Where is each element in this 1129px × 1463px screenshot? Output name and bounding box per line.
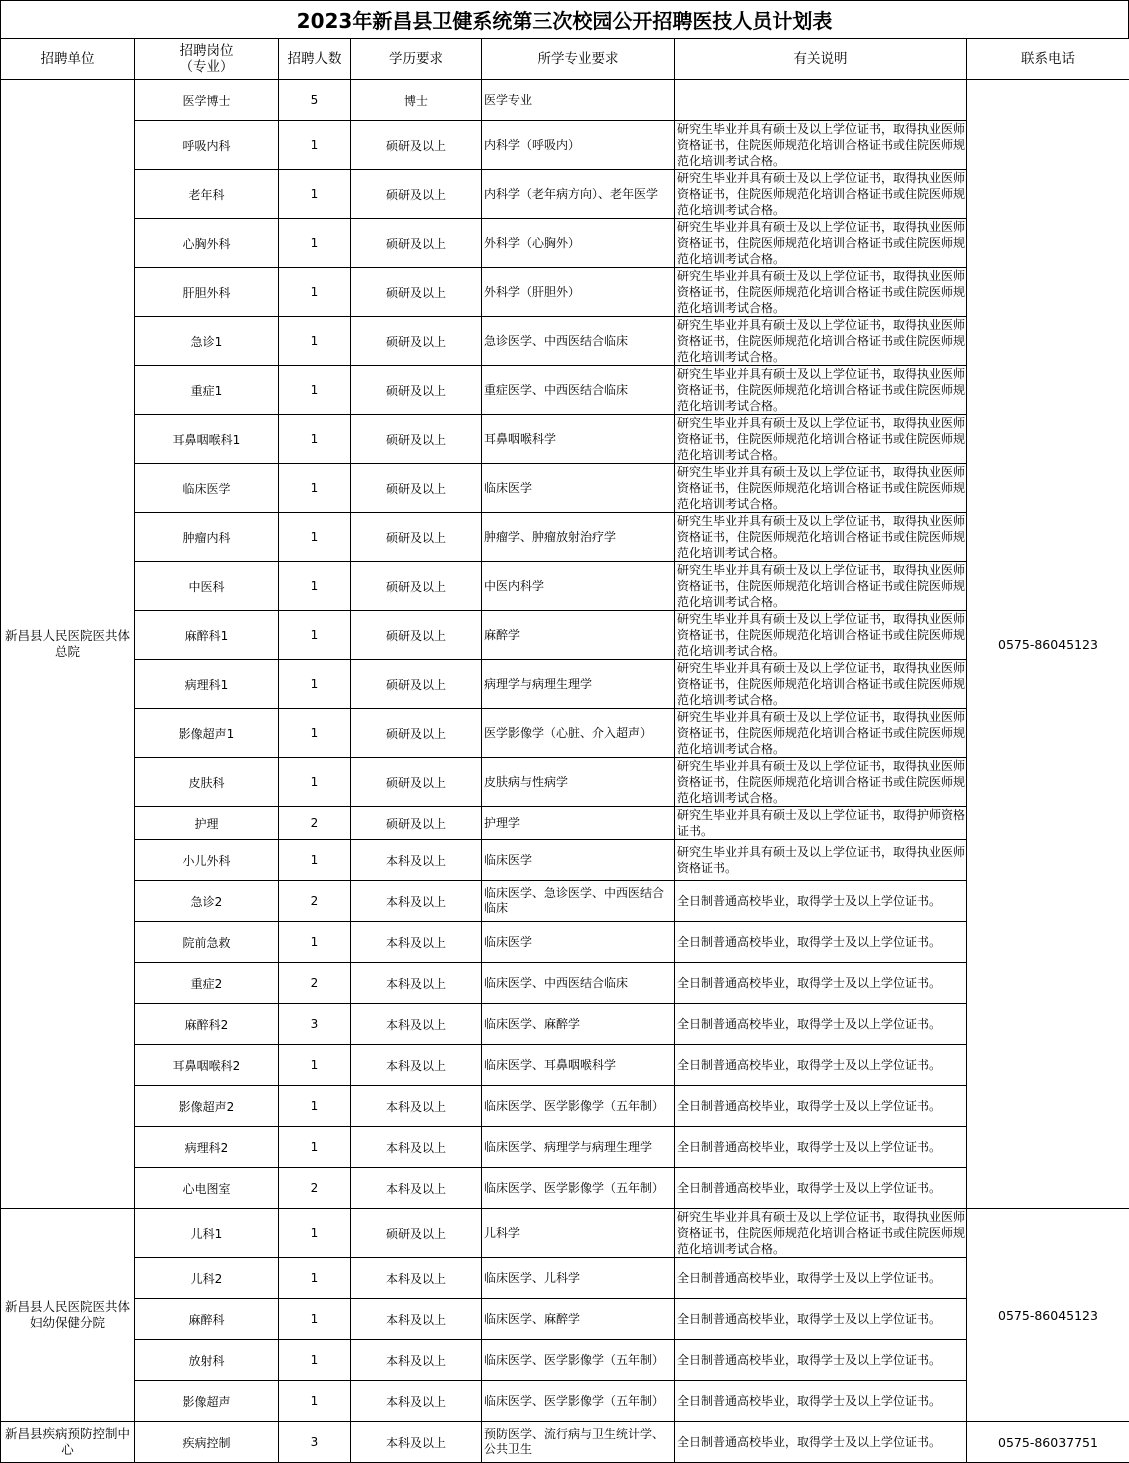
position-cell: 耳鼻咽喉科2 bbox=[135, 1045, 279, 1086]
header-major: 所学专业要求 bbox=[482, 39, 675, 80]
major-cell: 外科学（肝胆外） bbox=[482, 268, 675, 317]
table-row bbox=[1, 881, 1129, 922]
count-cell: 1 bbox=[279, 1127, 351, 1168]
table-row bbox=[1, 1086, 1129, 1127]
notes-cell: 研究生毕业并具有硕士及以上学位证书，取得执业医师资格证书，住院医师规范化培训合格证书或住院医师规范化培训考试合格。 bbox=[675, 513, 967, 562]
notes-cell: 全日制普通高校毕业，取得学士及以上学位证书。 bbox=[675, 1004, 967, 1045]
table-row bbox=[1, 922, 1129, 963]
table-row bbox=[1, 268, 1129, 317]
major-cell: 临床医学、麻醉学 bbox=[482, 1004, 675, 1045]
table-row bbox=[1, 1299, 1129, 1340]
education-cell: 本科及以上 bbox=[351, 1004, 482, 1045]
education-cell: 硕研及以上 bbox=[351, 219, 482, 268]
position-cell: 重症1 bbox=[135, 366, 279, 415]
position-cell: 小儿外科 bbox=[135, 840, 279, 881]
count-cell: 1 bbox=[279, 1340, 351, 1381]
major-cell: 病理学与病理生理学 bbox=[482, 660, 675, 709]
education-cell: 本科及以上 bbox=[351, 1422, 482, 1463]
header-notes: 有关说明 bbox=[675, 39, 967, 80]
count-cell: 3 bbox=[279, 1422, 351, 1463]
table-row bbox=[1, 1168, 1129, 1209]
notes-cell: 研究生毕业并具有硕士及以上学位证书，取得执业医师资格证书，住院医师规范化培训合格证书或住院医师规范化培训考试合格。 bbox=[675, 268, 967, 317]
education-cell: 本科及以上 bbox=[351, 1086, 482, 1127]
position-cell: 影像超声1 bbox=[135, 709, 279, 758]
major-cell: 临床医学 bbox=[482, 464, 675, 513]
position-cell: 院前急救 bbox=[135, 922, 279, 963]
notes-cell: 全日制普通高校毕业，取得学士及以上学位证书。 bbox=[675, 1168, 967, 1209]
header-row bbox=[1, 39, 1129, 80]
position-cell: 麻醉科2 bbox=[135, 1004, 279, 1045]
major-cell: 急诊医学、中西医结合临床 bbox=[482, 317, 675, 366]
position-cell: 临床医学 bbox=[135, 464, 279, 513]
position-cell: 影像超声 bbox=[135, 1381, 279, 1422]
count-cell: 1 bbox=[279, 1086, 351, 1127]
count-cell: 1 bbox=[279, 121, 351, 170]
position-cell: 急诊1 bbox=[135, 317, 279, 366]
major-cell: 临床医学 bbox=[482, 922, 675, 963]
major-cell: 皮肤病与性病学 bbox=[482, 758, 675, 807]
major-cell: 内科学（老年病方向）、老年医学 bbox=[482, 170, 675, 219]
education-cell: 本科及以上 bbox=[351, 1340, 482, 1381]
position-cell: 呼吸内科 bbox=[135, 121, 279, 170]
count-cell: 3 bbox=[279, 1004, 351, 1045]
count-cell: 1 bbox=[279, 1258, 351, 1299]
notes-cell: 研究生毕业并具有硕士及以上学位证书，取得执业医师资格证书，住院医师规范化培训合格证书或住院医师规范化培训考试合格。 bbox=[675, 219, 967, 268]
major-cell: 中医内科学 bbox=[482, 562, 675, 611]
education-cell: 硕研及以上 bbox=[351, 709, 482, 758]
count-cell: 1 bbox=[279, 317, 351, 366]
notes-cell: 研究生毕业并具有硕士及以上学位证书，取得执业医师资格证书，住院医师规范化培训合格证书或住院医师规范化培训考试合格。 bbox=[675, 415, 967, 464]
education-cell: 硕研及以上 bbox=[351, 513, 482, 562]
notes-cell: 研究生毕业并具有硕士及以上学位证书，取得执业医师资格证书，住院医师规范化培训合格证书或住院医师规范化培训考试合格。 bbox=[675, 170, 967, 219]
table-row bbox=[1, 1340, 1129, 1381]
header-phone: 联系电话 bbox=[967, 39, 1129, 80]
major-cell: 预防医学、流行病与卫生统计学、公共卫生 bbox=[482, 1422, 675, 1463]
position-cell: 儿科2 bbox=[135, 1258, 279, 1299]
header-education: 学历要求 bbox=[351, 39, 482, 80]
major-cell: 医学专业 bbox=[482, 80, 675, 121]
education-cell: 本科及以上 bbox=[351, 1381, 482, 1422]
education-cell: 硕研及以上 bbox=[351, 268, 482, 317]
count-cell: 2 bbox=[279, 807, 351, 840]
notes-cell: 研究生毕业并具有硕士及以上学位证书，取得执业医师资格证书，住院医师规范化培训合格证书或住院医师规范化培训考试合格。 bbox=[675, 562, 967, 611]
position-cell: 心电图室 bbox=[135, 1168, 279, 1209]
education-cell: 硕研及以上 bbox=[351, 611, 482, 660]
count-cell: 1 bbox=[279, 366, 351, 415]
major-cell: 医学影像学（心脏、介入超声） bbox=[482, 709, 675, 758]
table-row bbox=[1, 709, 1129, 758]
table-row bbox=[1, 1127, 1129, 1168]
major-cell: 临床医学、病理学与病理生理学 bbox=[482, 1127, 675, 1168]
position-cell: 护理 bbox=[135, 807, 279, 840]
position-cell: 影像超声2 bbox=[135, 1086, 279, 1127]
table-row bbox=[1, 80, 1129, 121]
education-cell: 硕研及以上 bbox=[351, 464, 482, 513]
table-title: 2023年新昌县卫健系统第三次校园公开招聘医技人员计划表 bbox=[0, 0, 1129, 38]
education-cell: 博士 bbox=[351, 80, 482, 121]
education-cell: 本科及以上 bbox=[351, 1299, 482, 1340]
major-cell: 临床医学、麻醉学 bbox=[482, 1299, 675, 1340]
unit-cell: 新昌县疾病预防控制中心 bbox=[1, 1422, 135, 1463]
table-row bbox=[1, 1381, 1129, 1422]
position-cell: 病理科1 bbox=[135, 660, 279, 709]
table-row bbox=[1, 366, 1129, 415]
education-cell: 硕研及以上 bbox=[351, 562, 482, 611]
notes-cell: 研究生毕业并具有硕士及以上学位证书，取得执业医师资格证书，住院医师规范化培训合格证书或住院医师规范化培训考试合格。 bbox=[675, 758, 967, 807]
education-cell: 本科及以上 bbox=[351, 1168, 482, 1209]
count-cell: 1 bbox=[279, 922, 351, 963]
education-cell: 硕研及以上 bbox=[351, 660, 482, 709]
count-cell: 1 bbox=[279, 758, 351, 807]
education-cell: 硕研及以上 bbox=[351, 121, 482, 170]
table-row bbox=[1, 219, 1129, 268]
header-position-label: 招聘岗位 （专业） bbox=[180, 43, 234, 75]
count-cell: 1 bbox=[279, 415, 351, 464]
major-cell: 临床医学、医学影像学（五年制） bbox=[482, 1340, 675, 1381]
education-cell: 硕研及以上 bbox=[351, 366, 482, 415]
position-cell: 耳鼻咽喉科1 bbox=[135, 415, 279, 464]
table-row bbox=[1, 840, 1129, 881]
position-cell: 麻醉科 bbox=[135, 1299, 279, 1340]
count-cell: 5 bbox=[279, 80, 351, 121]
major-cell: 耳鼻咽喉科学 bbox=[482, 415, 675, 464]
notes-cell: 全日制普通高校毕业，取得学士及以上学位证书。 bbox=[675, 963, 967, 1004]
major-cell: 临床医学、医学影像学（五年制） bbox=[482, 1086, 675, 1127]
notes-cell: 研究生毕业并具有硕士及以上学位证书，取得执业医师资格证书，住院医师规范化培训合格证书或住院医师规范化培训考试合格。 bbox=[675, 709, 967, 758]
notes-cell: 研究生毕业并具有硕士及以上学位证书，取得执业医师资格证书，住院医师规范化培训合格证书或住院医师规范化培训考试合格。 bbox=[675, 660, 967, 709]
count-cell: 1 bbox=[279, 219, 351, 268]
count-cell: 1 bbox=[279, 709, 351, 758]
table-row bbox=[1, 1045, 1129, 1086]
major-cell: 重症医学、中西医结合临床 bbox=[482, 366, 675, 415]
major-cell: 儿科学 bbox=[482, 1209, 675, 1258]
table-row bbox=[1, 562, 1129, 611]
count-cell: 2 bbox=[279, 881, 351, 922]
position-cell: 老年科 bbox=[135, 170, 279, 219]
position-cell: 肿瘤内科 bbox=[135, 513, 279, 562]
table-row bbox=[1, 1258, 1129, 1299]
education-cell: 本科及以上 bbox=[351, 881, 482, 922]
education-cell: 本科及以上 bbox=[351, 1258, 482, 1299]
table-row bbox=[1, 611, 1129, 660]
position-cell: 医学博士 bbox=[135, 80, 279, 121]
position-cell: 中医科 bbox=[135, 562, 279, 611]
count-cell: 1 bbox=[279, 268, 351, 317]
education-cell: 硕研及以上 bbox=[351, 758, 482, 807]
notes-cell: 全日制普通高校毕业，取得学士及以上学位证书。 bbox=[675, 1381, 967, 1422]
notes-cell: 全日制普通高校毕业，取得学士及以上学位证书。 bbox=[675, 1127, 967, 1168]
notes-cell: 研究生毕业并具有硕士及以上学位证书，取得执业医师资格证书。 bbox=[675, 840, 967, 881]
notes-cell: 研究生毕业并具有硕士及以上学位证书，取得执业医师资格证书，住院医师规范化培训合格证书或住院医师规范化培训考试合格。 bbox=[675, 366, 967, 415]
notes-cell: 研究生毕业并具有硕士及以上学位证书，取得执业医师资格证书，住院医师规范化培训合格证书或住院医师规范化培训考试合格。 bbox=[675, 1209, 967, 1258]
major-cell: 临床医学、医学影像学（五年制） bbox=[482, 1168, 675, 1209]
notes-cell bbox=[675, 80, 967, 121]
position-cell: 病理科2 bbox=[135, 1127, 279, 1168]
notes-cell: 全日制普通高校毕业，取得学士及以上学位证书。 bbox=[675, 1299, 967, 1340]
position-cell: 儿科1 bbox=[135, 1209, 279, 1258]
count-cell: 1 bbox=[279, 464, 351, 513]
header-count: 招聘人数 bbox=[279, 39, 351, 80]
education-cell: 本科及以上 bbox=[351, 922, 482, 963]
position-cell: 皮肤科 bbox=[135, 758, 279, 807]
notes-cell: 全日制普通高校毕业，取得学士及以上学位证书。 bbox=[675, 1086, 967, 1127]
table-row bbox=[1, 963, 1129, 1004]
table-row bbox=[1, 464, 1129, 513]
major-cell: 临床医学、耳鼻咽喉科学 bbox=[482, 1045, 675, 1086]
position-cell: 急诊2 bbox=[135, 881, 279, 922]
count-cell: 1 bbox=[279, 1045, 351, 1086]
count-cell: 1 bbox=[279, 170, 351, 219]
major-cell: 临床医学、医学影像学（五年制） bbox=[482, 1381, 675, 1422]
count-cell: 1 bbox=[279, 513, 351, 562]
notes-cell: 全日制普通高校毕业，取得学士及以上学位证书。 bbox=[675, 1340, 967, 1381]
phone-cell: 0575-86037751 bbox=[967, 1422, 1129, 1463]
count-cell: 1 bbox=[279, 1381, 351, 1422]
notes-cell: 全日制普通高校毕业，取得学士及以上学位证书。 bbox=[675, 1045, 967, 1086]
major-cell: 临床医学、中西医结合临床 bbox=[482, 963, 675, 1004]
education-cell: 本科及以上 bbox=[351, 1045, 482, 1086]
table-row bbox=[1, 758, 1129, 807]
count-cell: 1 bbox=[279, 611, 351, 660]
notes-cell: 研究生毕业并具有硕士及以上学位证书，取得护师资格证书。 bbox=[675, 807, 967, 840]
education-cell: 硕研及以上 bbox=[351, 170, 482, 219]
education-cell: 本科及以上 bbox=[351, 963, 482, 1004]
unit-cell: 新昌县人民医院医共体总院 bbox=[1, 80, 135, 1209]
header-unit: 招聘单位 bbox=[1, 39, 135, 80]
position-cell: 放射科 bbox=[135, 1340, 279, 1381]
notes-cell: 全日制普通高校毕业，取得学士及以上学位证书。 bbox=[675, 881, 967, 922]
position-cell: 肝胆外科 bbox=[135, 268, 279, 317]
count-cell: 2 bbox=[279, 1168, 351, 1209]
major-cell: 内科学（呼吸内） bbox=[482, 121, 675, 170]
table-row bbox=[1, 1209, 1129, 1258]
education-cell: 本科及以上 bbox=[351, 1127, 482, 1168]
notes-cell: 全日制普通高校毕业，取得学士及以上学位证书。 bbox=[675, 922, 967, 963]
education-cell: 硕研及以上 bbox=[351, 1209, 482, 1258]
table-row bbox=[1, 170, 1129, 219]
table-row bbox=[1, 513, 1129, 562]
count-cell: 1 bbox=[279, 562, 351, 611]
count-cell: 1 bbox=[279, 660, 351, 709]
table-row bbox=[1, 660, 1129, 709]
count-cell: 1 bbox=[279, 1209, 351, 1258]
header-position bbox=[135, 39, 279, 80]
position-cell: 重症2 bbox=[135, 963, 279, 1004]
table-row bbox=[1, 317, 1129, 366]
table-row bbox=[1, 121, 1129, 170]
notes-cell: 全日制普通高校毕业，取得学士及以上学位证书。 bbox=[675, 1422, 967, 1463]
phone-cell: 0575-86045123 bbox=[967, 80, 1129, 1209]
phone-cell: 0575-86045123 bbox=[967, 1209, 1129, 1422]
notes-cell: 研究生毕业并具有硕士及以上学位证书，取得执业医师资格证书，住院医师规范化培训合格证书或住院医师规范化培训考试合格。 bbox=[675, 317, 967, 366]
major-cell: 临床医学、急诊医学、中西医结合临床 bbox=[482, 881, 675, 922]
major-cell: 外科学（心胸外） bbox=[482, 219, 675, 268]
count-cell: 2 bbox=[279, 963, 351, 1004]
major-cell: 护理学 bbox=[482, 807, 675, 840]
table-row bbox=[1, 807, 1129, 840]
major-cell: 临床医学 bbox=[482, 840, 675, 881]
education-cell: 硕研及以上 bbox=[351, 807, 482, 840]
position-cell: 疾病控制 bbox=[135, 1422, 279, 1463]
major-cell: 麻醉学 bbox=[482, 611, 675, 660]
position-cell: 心胸外科 bbox=[135, 219, 279, 268]
notes-cell: 全日制普通高校毕业，取得学士及以上学位证书。 bbox=[675, 1258, 967, 1299]
table-row bbox=[1, 1004, 1129, 1045]
notes-cell: 研究生毕业并具有硕士及以上学位证书，取得执业医师资格证书，住院医师规范化培训合格证书或住院医师规范化培训考试合格。 bbox=[675, 464, 967, 513]
unit-cell: 新昌县人民医院医共体妇幼保健分院 bbox=[1, 1209, 135, 1422]
table-row bbox=[1, 1422, 1129, 1463]
education-cell: 本科及以上 bbox=[351, 840, 482, 881]
major-cell: 肿瘤学、肿瘤放射治疗学 bbox=[482, 513, 675, 562]
education-cell: 硕研及以上 bbox=[351, 317, 482, 366]
table-body bbox=[1, 80, 1129, 1463]
count-cell: 1 bbox=[279, 1299, 351, 1340]
position-cell: 麻醉科1 bbox=[135, 611, 279, 660]
major-cell: 临床医学、儿科学 bbox=[482, 1258, 675, 1299]
notes-cell: 研究生毕业并具有硕士及以上学位证书，取得执业医师资格证书，住院医师规范化培训合格证书或住院医师规范化培训考试合格。 bbox=[675, 121, 967, 170]
education-cell: 硕研及以上 bbox=[351, 415, 482, 464]
recruitment-table bbox=[0, 38, 1129, 1463]
table-row bbox=[1, 415, 1129, 464]
notes-cell: 研究生毕业并具有硕士及以上学位证书，取得执业医师资格证书，住院医师规范化培训合格证书或住院医师规范化培训考试合格。 bbox=[675, 611, 967, 660]
count-cell: 1 bbox=[279, 840, 351, 881]
